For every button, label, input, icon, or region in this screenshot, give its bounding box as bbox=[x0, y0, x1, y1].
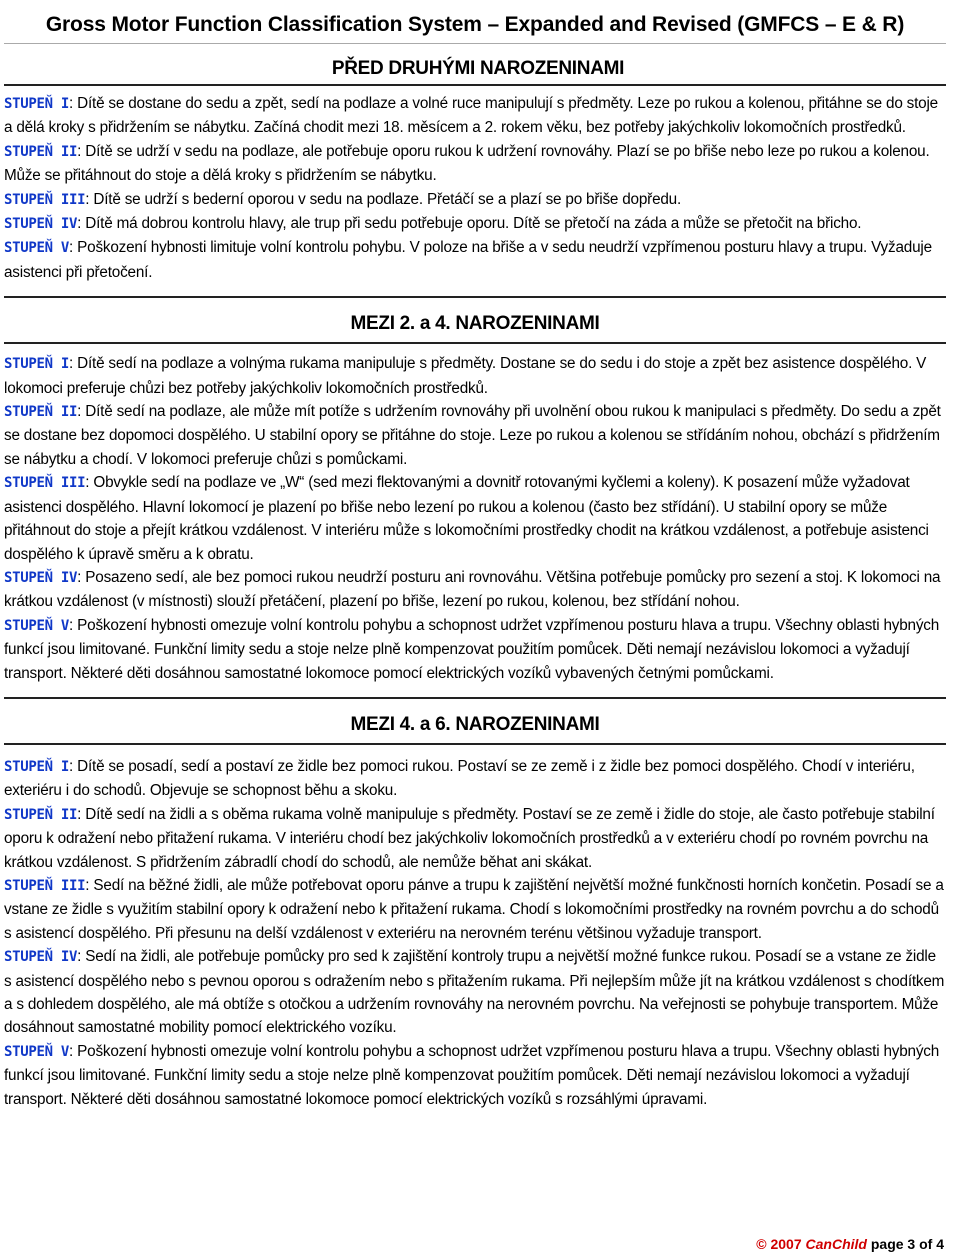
level-4-text: : Posazeno sedí, ale bez pomoci rukou neudrží posturu ani rovnováhu. Většina potřebuje pomůcky pro sezení a stoj. K lokomoci na krátkou vzdálenost (v místnosti) slouží přetáčení, plazení po břiše, lezení po rukou, kolenou, bez střídání nohou. bbox=[4, 568, 941, 611]
level-1-label: STUPEŇ I bbox=[4, 356, 70, 373]
level-4-label: STUPEŇ IV bbox=[4, 216, 78, 233]
level-2-text: : Dítě sedí na podlaze, ale může mít potíže s udržením rovnováhy při uvolnění obou rukou k manipulaci s předměty. Do sedu a zpět se dostane bez dopomoci dospělého. U stabilní opory se přitáhne do stoje. Leze po rukou a kolenou se střídáním nohou, obchází s přidržením se nábytku a chodí. V lokomoci preferuje chůzi s pomůckami. bbox=[4, 403, 941, 468]
level-3-text: : Dítě se udrží s bederní oporou v sedu na podlaze. Přetáčí se a plazí se po břiše dopředu. bbox=[85, 190, 682, 208]
level-1-description bbox=[4, 755, 946, 803]
level-3-description bbox=[4, 471, 946, 566]
level-4-text: : Sedí na židli, ale potřebuje pomůcky pro sed k zajištění kontroly trupu a největší možné funkce rukou. Posadí se a vstane ze židle s asistencí dospělého nebo s pevnou oporou s odražením nebo s přitažením rukama. Při nejlepším může jít na krátkou vzdálenost s chodítkem a s dohledem dospělého, ale má obtíže s otočkou a udržením rovnováhy na nerovném povrchu. Na veřejnosti se pohybuje transportem. Může dosáhnout samostatné mobility pomocí elektrického vozíku. bbox=[4, 948, 945, 1037]
level-5-text: : Poškození hybnosti limituje volní kontrolu pohybu. V poloze na břiše a v sedu neudrží vzpřímenou posturu hlavy a trupu. Vyžaduje asistenci při přetočení. bbox=[4, 239, 932, 281]
level-3-description bbox=[4, 874, 946, 945]
level-1-description bbox=[4, 352, 946, 400]
section-before-2nd-birthday bbox=[4, 44, 946, 284]
level-4-label: STUPEŇ IV bbox=[4, 569, 78, 586]
level-2-label: STUPEŇ II bbox=[4, 143, 78, 160]
level-2-text: : Dítě sedí na židli a s oběma rukama volně manipuluje s předměty. Postaví se ze země i židle do stoje, ale často potřebuje stabilní oporu k odražení nebo přitažení rukama. V interiéru chodí bez jakýchkoliv lokomočních prostředků a v exteriéru chodí po rovném povrchu na krátkou vzdálenost. S přidržením zábradlí chodí do schodů, ale nemůže běhat ani skákat. bbox=[4, 805, 935, 871]
section-between-2-and-4 bbox=[4, 306, 946, 685]
level-3-label: STUPEŇ III bbox=[4, 877, 86, 894]
level-2-text: : Dítě se udrží v sedu na podlaze, ale potřebuje oporu rukou k udržení rovnováhy. Plazí se po břiše nebo leze po rukou a kolenou. Může se přitáhnout do stoje a dělá kroky s přidržením se nábytku. bbox=[4, 142, 930, 185]
document-title: Gross Motor Function Classification System – Expanded and Revised (GMFCS – E & R) bbox=[45, 13, 905, 36]
section-divider bbox=[4, 697, 946, 707]
level-1-text: : Dítě se posadí, sedí a postaví ze židle bez pomoci rukou. Postaví se ze země i z židle bez pomoci dospělého. Chodí v interiéru, exteriéru i do schodů. Objevuje se schopnost běhu a skoku. bbox=[4, 757, 915, 800]
brand-name: CanChild bbox=[805, 1236, 867, 1252]
section-between-4-and-6 bbox=[4, 707, 946, 1111]
level-list bbox=[4, 344, 946, 685]
level-5-description bbox=[4, 614, 946, 685]
level-4-description bbox=[4, 212, 946, 236]
level-list bbox=[4, 745, 946, 1111]
level-1-text: : Dítě se dostane do sedu a zpět, sedí na podlaze a volné ruce manipulují s předměty. Leze po rukou a kolenou, přitáhne se do stoje a dělá kroky s přidržením se nábytku. Začíná chodit mezi 18. měsícem a 2. rokem věku, bez potřeby jakýchkoliv lokomočních prostředků. bbox=[4, 95, 938, 137]
level-5-text: : Poškození hybnosti omezuje volní kontrolu pohybu a schopnost udržet vzpřímenou posturu hlava a trupu. Všechny oblasti hybných funkcí jsou limitované. Funkční limity sedu a stoje nelze plně kompenzovat použitím pomůcek. Děti nemají nezávislou lokomoci a vyžadují transport. Některé děti dosáhnou samostatné lokomoce pomocí elektrických vozíků s rozsáhlými úpravami. bbox=[4, 1042, 940, 1108]
level-4-description bbox=[4, 945, 946, 1040]
level-4-description bbox=[4, 566, 946, 614]
level-1-label: STUPEŇ I bbox=[4, 96, 70, 112]
level-2-label: STUPEŇ II bbox=[4, 404, 78, 421]
copyright-notice: © 2007 bbox=[756, 1236, 802, 1252]
level-4-label: STUPEŇ IV bbox=[4, 949, 78, 966]
level-5-description bbox=[4, 1040, 946, 1111]
page-number: page 3 of 4 bbox=[870, 1236, 944, 1252]
level-3-text: : Obvykle sedí na podlaze ve „W“ (sed mezi flektovanými a dovnitř rotovanými kyčlemi a koleny). K posazení může vyžadovat asistenci dospělého. Hlavní lokomocí je plazení po břiše nebo lezení po rukou a kolenou (často bez střídání). U stabilní opory se může přitáhnout do stoje a přejít krátkou vzdálenost. V interiéru může s lokomočními prostředky chodit na krátkou vzdálenost, a potřebuje asistenci dospělého k úpravě směru a k obratu. bbox=[4, 474, 929, 563]
level-4-text: : Dítě má dobrou kontrolu hlavy, ale trup při sedu potřebuje oporu. Dítě se přetočí na záda a může se přetočit na břicho. bbox=[77, 215, 862, 233]
level-3-description bbox=[4, 188, 946, 212]
level-2-label: STUPEŇ II bbox=[4, 806, 78, 823]
level-5-label: STUPEŇ V bbox=[4, 240, 70, 257]
section-divider bbox=[4, 296, 946, 306]
section-heading: PŘED DRUHÝMI NAROZENINAMI bbox=[331, 58, 625, 79]
level-list bbox=[4, 86, 946, 284]
section-heading: MEZI 4. a 6. NAROZENINAMI bbox=[350, 713, 600, 735]
level-1-text: : Dítě sedí na podlaze a volnýma rukama manipuluje s předměty. Dostane se do sedu i do stoje a zpět bez asistence dospělého. V lokomoci preferuje chůzi bez potřeby jakýchkoliv lokomočních prostředků. bbox=[4, 355, 927, 397]
level-1-description bbox=[4, 92, 946, 140]
level-5-text: : Poškození hybnosti omezuje volní kontrolu pohybu a schopnost udržet vzpřímenou posturu hlava a trupu. Všechny oblasti hybných funkcí jsou limitované. Funkční limity sedu a stoje nelze plně kompenzovat použitím pomůcek. Děti nemají nezávislou lokomoci a vyžadují transport. Některé děti dosáhnou samostatné lokomoce pomocí elektrických vozíků vybavených četnými pomůckami. bbox=[4, 616, 940, 682]
level-3-text: : Sedí na běžné židli, ale může potřebovat oporu pánve a trupu k zajištění největší možné funkčnosti horních končetin. Posadí se a vstane ze židle s využitím stabilní opory k odražení nebo k přitažení rukama. Chodí s lokomočními prostředky na rovném povrchu a do schodů s asistencí dospělého. Při přesunu na delší vzdálenost v exteriéru na nerovném terénu většinou vyžaduje transport. bbox=[4, 876, 944, 942]
level-3-label: STUPEŇ III bbox=[4, 191, 86, 208]
level-3-label: STUPEŇ III bbox=[4, 475, 86, 492]
level-5-label: STUPEŇ V bbox=[4, 1043, 70, 1060]
level-5-description bbox=[4, 236, 946, 284]
section-heading: MEZI 2. a 4. NAROZENINAMI bbox=[350, 313, 600, 335]
level-2-description bbox=[4, 400, 946, 471]
level-2-description bbox=[4, 803, 946, 874]
page-footer bbox=[756, 1236, 944, 1252]
level-1-label: STUPEŇ I bbox=[4, 758, 70, 775]
level-5-label: STUPEŇ V bbox=[4, 617, 70, 634]
level-2-description bbox=[4, 140, 946, 188]
